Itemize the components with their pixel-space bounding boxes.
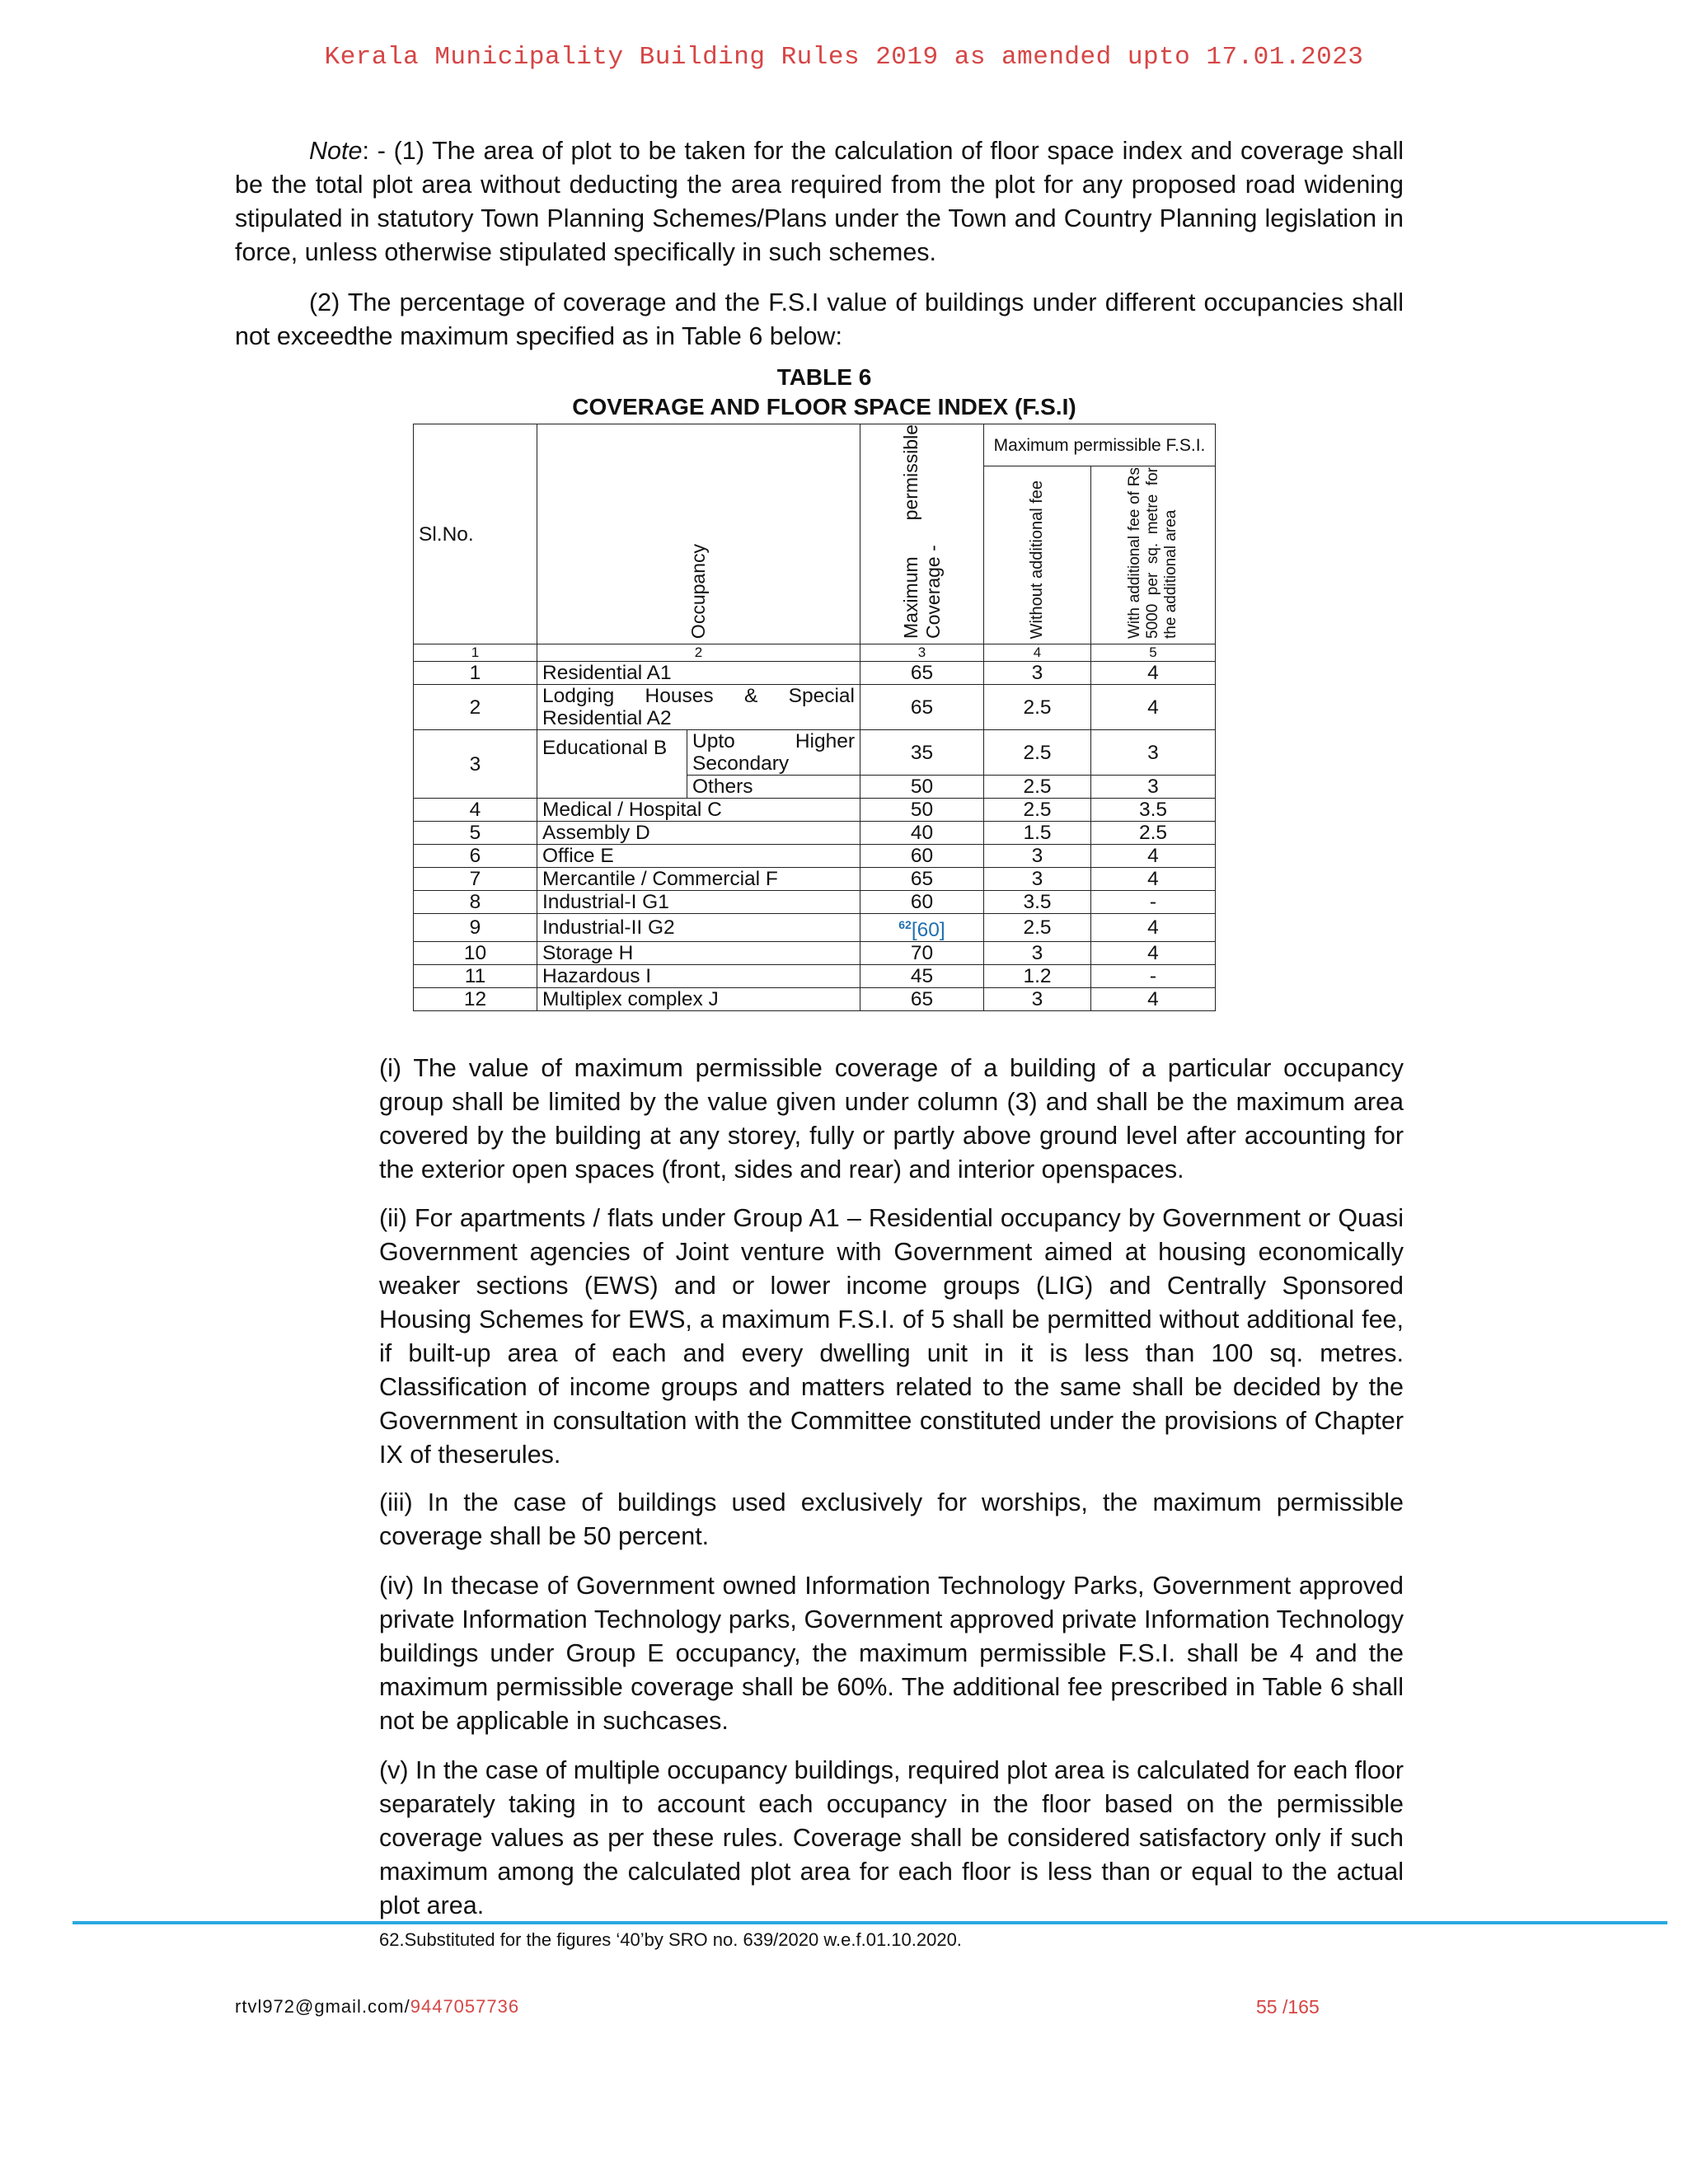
footnote-divider — [73, 1921, 1667, 1924]
clause-iv: (iv) In thecase of Government owned Information Technology Parks, Government approved private Information Technology parks, Government approved private Information Technology buildings under Group E occupancy, the maximum permissible F.S.I. shall be 4 and the maximum permissible coverage shall be 60%. The additional fee prescribed in Table 6 shall not be applicable in suchcases. — [379, 1572, 1404, 1735]
clause-i: (i) The value of maximum permissible coverage of a building of a particular occupancy group shall be limited by the value given under column (3) and shall be the maximum area covered by the building at any storey, fully or partly above ground level after accounting for the exterior open spaces (front, sides and rear) and interior openspaces. — [379, 1054, 1404, 1183]
header-coverage: Maximum permissible Coverage - — [860, 424, 984, 644]
table-row: 9 Industrial-II G2 $^{62}$[60] 2.5 4 — [414, 914, 1216, 942]
table-row: 12 Multiplex complex J 65 3 4 — [414, 988, 1216, 1011]
note-paragraph — [235, 134, 1404, 269]
clause-ii: (ii) For apartments / flats under Group A1 – Residential occupancy by Government or Quasi Government agencies of Joint venture with Government aimed at housing economically weaker sections (EWS) and or lower income groups (LIG) and Centrally Sponsored Housing Schemes for EWS, a maximum F.S.I. of 5 shall be permitted without additional fee, if built-up area of each and every dwelling unit in it is less than 100 sq. metres. Classification of income groups and matters related to the same shall be decided by the Government in consultation with the Committee constituted under the provisions of Chapter IX of theserules. — [379, 1204, 1404, 1469]
clause-v: (v) In the case of multiple occupancy buildings, required plot area is calculated for each floor separately taking in to account each occupancy in the floor based on the permissible coverage values as per these rules. Coverage shall be considered satisfactory only if such maximum among the calculated plot area for each floor is less than or equal to the actual plot area. — [379, 1756, 1404, 1919]
table-row: 11 Hazardous I 45 1.2 - — [414, 965, 1216, 988]
header-with-fee: With additional fee of Rs 5000 per sq. metre for the additional area — [1091, 466, 1216, 644]
table-row: 3 Educational B Upto Higher Secondary 35 2.5 3 — [414, 730, 1216, 776]
paragraph-2: (2) The percentage of coverage and the F.S.I value of buildings under different occupancies shall not exceedthe maximum specified as in Table 6 below: — [235, 288, 1404, 350]
table-row: 10 Storage H 70 3 4 — [414, 942, 1216, 965]
clause-iii: (iii) In the case of buildings used exclusively for worships, the maximum permissible coverage shall be 50 percent. — [379, 1488, 1404, 1550]
document-header: Kerala Municipality Building Rules 2019 as amended upto 17.01.2023 — [324, 43, 1364, 72]
footer-phone: 9447057736 — [410, 1996, 520, 2017]
table-row: 4 Medical / Hospital C 50 2.5 3.5 — [414, 799, 1216, 822]
header-fsi-group: Maximum permissible F.S.I. — [984, 424, 1216, 466]
footnote-ref[interactable]: 62 — [898, 918, 912, 931]
table-row: 7 Mercantile / Commercial F 65 3 4 — [414, 868, 1216, 891]
table-row: 5 Assembly D 40 1.5 2.5 — [414, 822, 1216, 845]
header-occupancy: Occupancy — [537, 424, 860, 644]
footnote: 62.Substituted for the figures ‘40’by SRO no. 639/2020 w.e.f.01.10.2020. — [379, 1929, 962, 1950]
page-number: 55 /165 — [1256, 1996, 1320, 2018]
table-row: Others 50 2.5 3 — [414, 776, 1216, 799]
footer-email[interactable]: rtvl972@gmail.com/ — [235, 1996, 410, 2017]
note-text: : - (1) The area of plot to be taken for the calculation of floor space index and coverage shall be the total plot area without deducting the area required from the plot for any proposed road widening stipulated in statutory Town Planning Schemes/Plans under the Town and Country Planning legislation in force, unless otherwise stipulated specifically in such schemes. — [235, 137, 1404, 266]
table-subtitle: COVERAGE AND FLOOR SPACE INDEX (F.S.I) — [572, 394, 1076, 419]
table-header-row — [414, 424, 1216, 466]
table-row: 6 Office E 60 3 4 — [414, 845, 1216, 868]
note-label: Note — [309, 137, 363, 165]
column-number-row: 1 2 3 4 5 — [414, 644, 1216, 662]
footer-contact — [235, 1996, 519, 2018]
coverage-table — [413, 424, 1216, 1011]
header-slno: Sl.No. — [414, 424, 537, 644]
table-row: 1 Residential A1 65 3 4 — [414, 662, 1216, 685]
table-title: TABLE 6 — [776, 364, 872, 390]
header-without-fee: Without additional fee — [984, 466, 1091, 644]
table-row: 8 Industrial-I G1 60 3.5 - — [414, 891, 1216, 914]
amended-value: $^{62}$[60] — [860, 914, 984, 942]
table-row: 2 Lodging Houses & Special Residential A2 65 2.5 4 — [414, 685, 1216, 730]
